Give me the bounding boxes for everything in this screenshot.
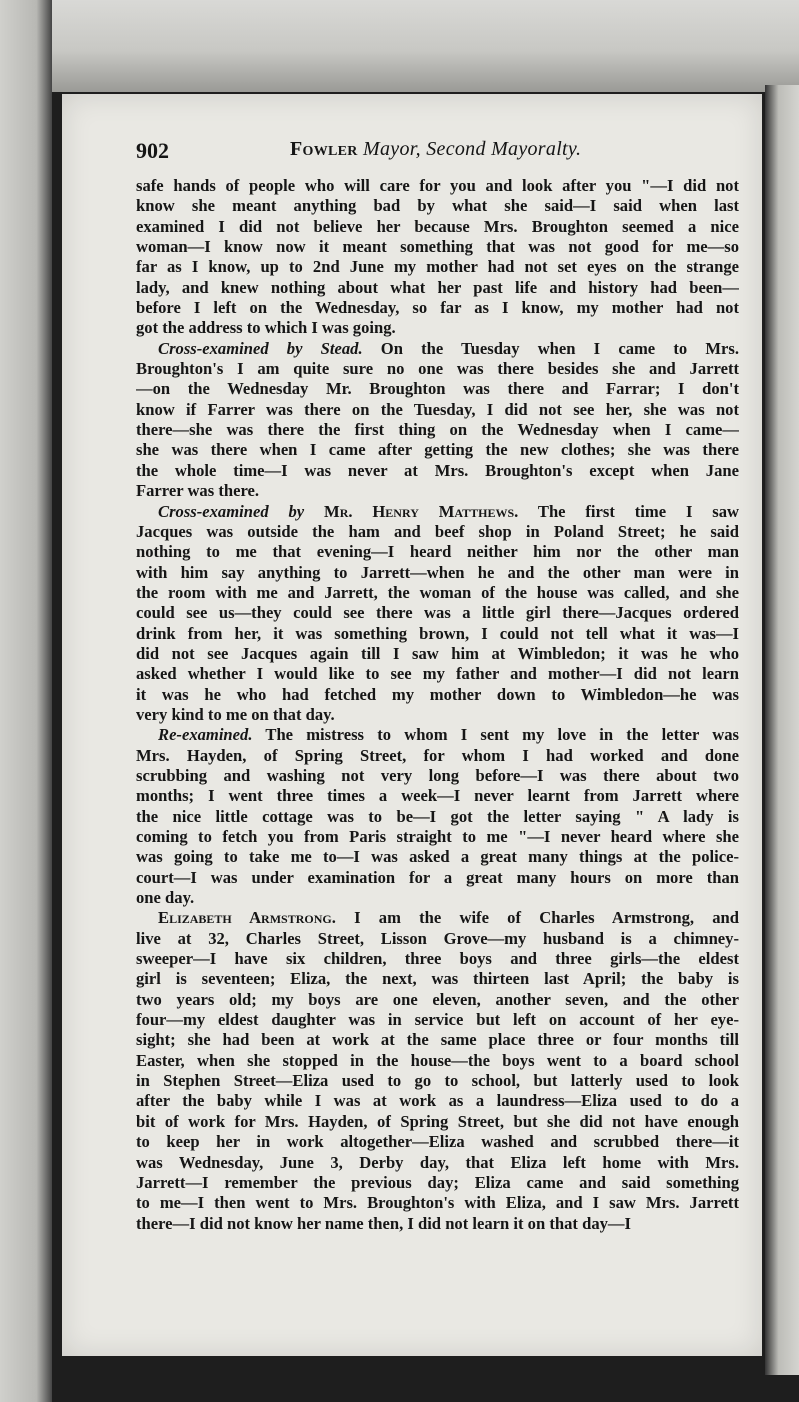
text-line bbox=[136, 440, 739, 460]
examination-heading: Re-examined. bbox=[158, 725, 253, 745]
page-header bbox=[0, 138, 799, 168]
book-spine-edge bbox=[0, 0, 52, 1402]
text-line bbox=[136, 1010, 739, 1030]
line-text: live at 32, Charles Street, Lisson Grove—my husband is a chimney- bbox=[136, 928, 739, 948]
line-text: The mistress to whom I sent my love in the letter was bbox=[252, 725, 739, 745]
text-line bbox=[136, 868, 739, 888]
line-text: got the address to which I was going. bbox=[136, 318, 396, 338]
text-line bbox=[136, 400, 739, 420]
text-line bbox=[136, 522, 739, 542]
line-text: On the Tuesday when I came to Mrs. bbox=[362, 338, 739, 358]
line-text: woman—I know now it meant something that was not good for me—so bbox=[136, 237, 739, 257]
line-text: there—she was there the first thing on the Wednesday when I came— bbox=[136, 420, 739, 440]
line-text: I am the wife of Charles Armstrong, and bbox=[335, 908, 739, 928]
text-line bbox=[136, 664, 739, 684]
running-title-surname: Fowler bbox=[290, 138, 358, 160]
line-text: very kind to me on that day. bbox=[136, 704, 335, 724]
line-text: to keep her in work altogether—Eliza washed and scrubbed there—it bbox=[136, 1132, 739, 1152]
line-text: before I left on the Wednesday, so far as I know, my mother had not bbox=[136, 298, 739, 318]
scanner-background-top bbox=[0, 0, 799, 92]
line-text: scrubbing and washing not very long before—I was there about two bbox=[136, 765, 739, 785]
line-text: sight; she had been at work at the same place three or four months till bbox=[136, 1030, 739, 1050]
text-line bbox=[136, 603, 739, 623]
text-line bbox=[136, 563, 739, 583]
body-text bbox=[136, 176, 739, 1234]
text-line bbox=[136, 196, 739, 216]
line-text: after the baby while I was at work as a laundress—Eliza used to do a bbox=[136, 1091, 739, 1111]
running-title bbox=[290, 138, 581, 161]
text-line bbox=[136, 1091, 739, 1111]
text-line bbox=[136, 481, 739, 501]
line-text: far as I know, up to 2nd June my mother had not set eyes on the strange bbox=[136, 257, 739, 277]
line-text: four—my eldest daughter was in service but left on account of her eye- bbox=[136, 1010, 739, 1030]
line-text: in Stephen Street—Eliza used to go to school, but latterly used to look bbox=[136, 1071, 739, 1091]
text-line bbox=[136, 827, 739, 847]
text-line bbox=[136, 217, 739, 237]
line-text: Jarrett—I remember the previous day; Eliza came and said something bbox=[136, 1172, 739, 1192]
text-line bbox=[136, 1071, 739, 1091]
line-text: was going to take me to—I was asked a great many things at the police- bbox=[136, 847, 739, 867]
line-text: coming to fetch you from Paris straight to me "—I never heard where she bbox=[136, 827, 739, 846]
line-text: months; I went three times a week—I never learnt from Jarrett where bbox=[136, 786, 739, 806]
text-line bbox=[136, 237, 739, 257]
line-text: asked whether I would like to see my father and mother—I did not learn bbox=[136, 664, 739, 684]
text-line bbox=[136, 1030, 739, 1050]
text-line bbox=[136, 847, 739, 867]
line-text: Mrs. Hayden, of Spring Street, for whom I had worked and done bbox=[136, 745, 739, 765]
text-line bbox=[136, 318, 739, 338]
text-line bbox=[136, 705, 739, 725]
text-line bbox=[136, 278, 739, 298]
text-line bbox=[136, 725, 739, 745]
witness-name: Elizabeth Armstrong. bbox=[158, 908, 336, 928]
text-line bbox=[136, 929, 739, 949]
text-line bbox=[136, 1051, 739, 1071]
text-line bbox=[136, 542, 739, 562]
line-text: safe hands of people who will care for you and look after you "—I did not bbox=[136, 176, 739, 195]
line-text: did not see Jacques again till I saw him at Wimbledon; it was he who bbox=[136, 643, 739, 663]
line-text: know if Farrer was there on the Tuesday, I did not see her, she was not bbox=[136, 399, 739, 419]
examination-heading: Cross-examined by Stead. bbox=[158, 338, 363, 358]
text-line bbox=[136, 1214, 739, 1234]
line-text: the room with me and Jarrett, the woman of the house was called, and she bbox=[136, 582, 739, 602]
line-text: Farrer was there. bbox=[136, 481, 260, 501]
line-text: she was there when I came after getting the new clothes; she was there bbox=[136, 440, 739, 460]
text-line bbox=[136, 257, 739, 277]
line-text: bit of work for Mrs. Hayden, of Spring Street, but she did not have enough bbox=[136, 1111, 739, 1131]
page-stack-edge bbox=[765, 85, 799, 1375]
text-line bbox=[136, 1132, 739, 1152]
text-line bbox=[136, 1193, 739, 1213]
line-text: lady, and knew nothing about what her past life and history had been— bbox=[136, 277, 739, 297]
line-text: drink from her, it was something brown, I could not tell what it was—I bbox=[136, 623, 739, 643]
line-text: there—I did not know her name then, I did not learn it on that day—I bbox=[136, 1213, 631, 1233]
line-text: to me—I then went to Mrs. Broughton's with Eliza, and I saw Mrs. Jarrett bbox=[136, 1193, 739, 1213]
text-line bbox=[136, 624, 739, 644]
text-line bbox=[136, 990, 739, 1010]
text-line bbox=[136, 502, 739, 522]
text-line bbox=[136, 644, 739, 664]
text-line bbox=[136, 339, 739, 359]
line-text: with him say anything to Jarrett—when he and the other man were in bbox=[136, 562, 739, 582]
text-line bbox=[136, 1173, 739, 1193]
running-title-rest: Mayor, Second Mayoralty. bbox=[363, 138, 582, 160]
text-line bbox=[136, 1112, 739, 1132]
line-text: girl is seventeen; Eliza, the next, was thirteen last April; the baby is bbox=[136, 969, 739, 989]
text-line bbox=[136, 298, 739, 318]
line-text: the whole time—I was never at Mrs. Broughton's except when Jane bbox=[136, 460, 739, 480]
text-line bbox=[136, 176, 739, 196]
line-text: Broughton's I am quite sure no one was there besides she and Jarrett bbox=[136, 359, 739, 379]
line-text: sweeper—I have six children, three boys and three girls—the eldest bbox=[136, 949, 739, 969]
line-text: —on the Wednesday Mr. Broughton was there and Farrar; I don't bbox=[136, 379, 739, 399]
line-text: examined I did not believe her because Mrs. Broughton seemed a nice bbox=[136, 216, 739, 236]
line-text: The first time I saw bbox=[518, 501, 739, 521]
line-text: one day. bbox=[136, 888, 195, 908]
text-line bbox=[136, 379, 739, 399]
line-text: Jacques was outside the ham and beef shop in Poland Street; he said bbox=[136, 521, 739, 541]
text-line bbox=[136, 1153, 739, 1173]
text-line bbox=[136, 807, 739, 827]
text-line bbox=[136, 949, 739, 969]
line-text: court—I was under examination for a great many hours on more than bbox=[136, 867, 739, 887]
text-line bbox=[136, 583, 739, 603]
line-text: two years old; my boys are one eleven, another seven, and the other bbox=[136, 989, 739, 1009]
line-text: know she meant anything bad by what she said—I said when last bbox=[136, 196, 739, 216]
text-line bbox=[136, 786, 739, 806]
line-text: Easter, when she stopped in the house—the boys went to a board school bbox=[136, 1050, 739, 1070]
text-line bbox=[136, 908, 739, 928]
line-text: the nice little cottage was to be—I got the letter saying " A lady is bbox=[136, 806, 739, 826]
text-line bbox=[136, 685, 739, 705]
line-text: it was he who had fetched my mother down to Wimbledon—he was bbox=[136, 684, 739, 704]
text-line bbox=[136, 746, 739, 766]
witness-name: Mr. Henry Matthews. bbox=[324, 501, 519, 521]
line-text: could see us—they could see there was a little girl there—Jacques ordered bbox=[136, 603, 739, 623]
text-line bbox=[136, 969, 739, 989]
page-number: 902 bbox=[136, 138, 169, 163]
line-text: was Wednesday, June 3, Derby day, that Eliza left home with Mrs. bbox=[136, 1152, 739, 1172]
line-text: nothing to me that evening—I heard neither him nor the other man bbox=[136, 542, 739, 562]
text-line bbox=[136, 461, 739, 481]
examination-heading: Cross-examined by bbox=[158, 501, 305, 521]
text-line bbox=[136, 359, 739, 379]
text-line bbox=[136, 888, 739, 908]
text-line bbox=[136, 420, 739, 440]
text-line bbox=[136, 766, 739, 786]
